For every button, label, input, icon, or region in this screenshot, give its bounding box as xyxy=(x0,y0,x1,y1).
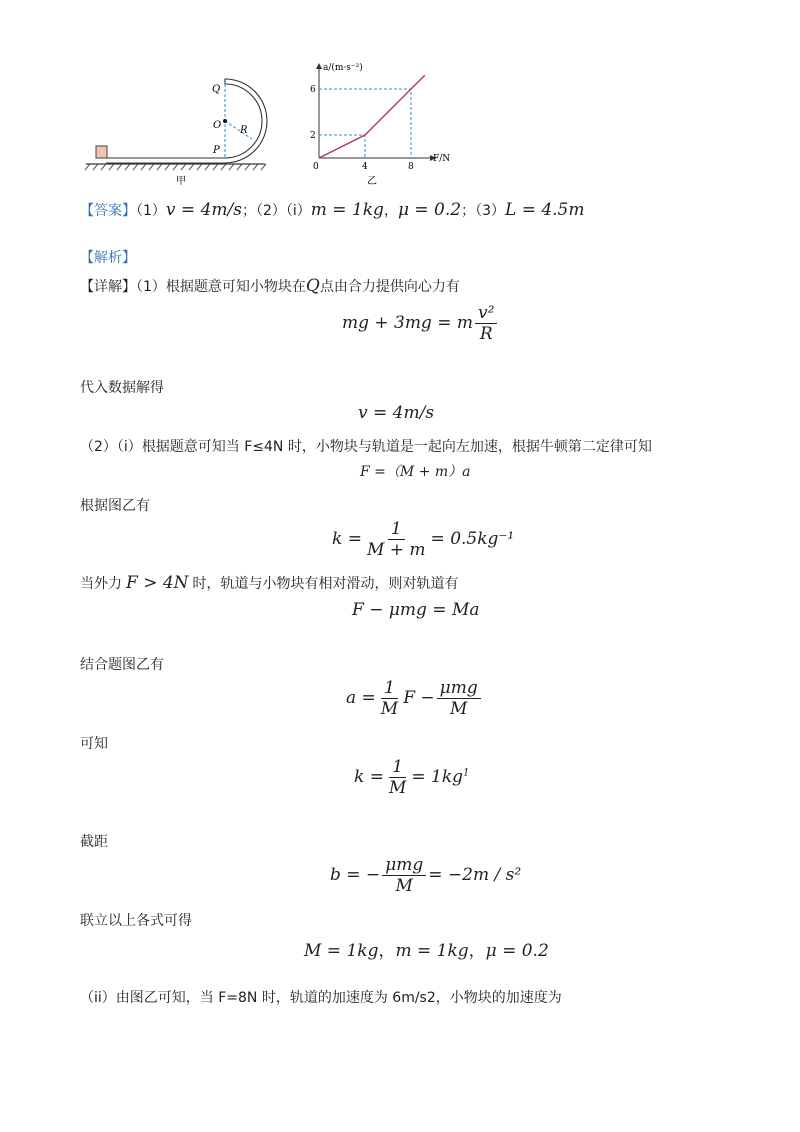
eq-k2-sup: 1 xyxy=(463,767,470,779)
x-axis-label: F/N xyxy=(433,154,451,164)
series-line xyxy=(319,75,425,158)
eq-final-e2: m = 1kg xyxy=(395,941,469,961)
eq-k2-right: = 1kg xyxy=(411,767,464,787)
detail-q: Q xyxy=(305,276,320,296)
eq-a-den2: M xyxy=(449,699,468,719)
eq-b-left: b = − xyxy=(330,865,381,885)
equation-track: F − μmg = Ma xyxy=(352,600,480,620)
text-force-b: 时，轨道与小物块有相对滑动，则对轨道有 xyxy=(192,576,459,592)
eq-a-num1: 1 xyxy=(381,678,398,699)
caption-jia: 甲 xyxy=(176,176,186,186)
answer-line xyxy=(80,200,585,221)
equation-b xyxy=(330,855,521,896)
answer-eq2: m = 1kg xyxy=(310,200,384,220)
label-o: O xyxy=(213,120,222,131)
chart-ticks xyxy=(310,85,414,172)
text-know: 可知 xyxy=(80,736,108,752)
center-dot xyxy=(223,119,227,123)
eq-centripetal-left: mg + 3mg = m xyxy=(342,313,474,333)
detail-text-a: （1）根据题意可知小物块在 xyxy=(136,279,306,295)
equation-v: v = 4m/s xyxy=(358,403,435,423)
eq-a-left: a = xyxy=(346,688,376,708)
equation-newton: F =（M + m）a xyxy=(360,464,471,480)
text-substitute: 代入数据解得 xyxy=(80,380,164,396)
eq-k2-left: k = xyxy=(354,767,384,787)
eq-final-e3: μ = 0.2 xyxy=(485,941,549,961)
answer-comma1: ， xyxy=(383,203,398,219)
eq-centripetal-num: v² xyxy=(475,303,497,324)
label-q: Q xyxy=(212,84,221,95)
eq-k1-right: = 0.5kg⁻¹ xyxy=(430,529,515,549)
y-axis-label: a/(m·s⁻²) xyxy=(323,63,363,73)
y-tick-6: 6 xyxy=(310,85,316,95)
x-tick-4: 4 xyxy=(362,162,368,172)
answer-p1: （1） xyxy=(136,203,166,219)
label-r: R xyxy=(240,125,248,136)
x-tick-8: 8 xyxy=(408,162,414,172)
text-force-a: 当外力 xyxy=(80,576,122,592)
equation-centripetal xyxy=(342,303,499,344)
answer-eq1: v = 4m/s xyxy=(165,200,242,220)
text-intercept: 截距 xyxy=(80,834,108,850)
answer-sep1: ；（2）（i） xyxy=(241,203,311,219)
eq-final-c2: ， xyxy=(468,941,486,961)
eq-final-c1: ， xyxy=(378,941,396,961)
eq-final-e1: M = 1kg xyxy=(304,941,379,961)
analysis-tag: 【解析】 xyxy=(80,250,136,266)
eq-k1-left: k = xyxy=(332,529,362,549)
equation-final xyxy=(304,936,549,961)
x-tick-0: 0 xyxy=(313,162,319,172)
text-combine: 结合题图乙有 xyxy=(80,657,164,673)
answer-eq3: μ = 0.2 xyxy=(397,200,462,220)
text-part2: （2）（i）根据题意可知当 F≤4N 时，小物块与轨道是一起向左加速，根据牛顿第二定律可知 xyxy=(80,439,652,455)
eq-k2-den: M xyxy=(388,778,407,798)
detail-text-b: 点由合力提供向心力有 xyxy=(319,279,460,295)
text-joint: 联立以上各式可得 xyxy=(80,913,192,929)
text-graph: 根据图乙有 xyxy=(80,498,150,514)
answer-tag: 【答案】 xyxy=(80,203,136,219)
label-p: P xyxy=(213,145,220,156)
eq-a-mid: F − xyxy=(403,688,435,708)
eq-k2-num: 1 xyxy=(389,757,406,778)
eq-b-den: M xyxy=(395,876,413,896)
text-part-ii: （ii）由图乙可知，当 F=8N 时，轨道的加速度为 6m/s2，小物块的加速度为 xyxy=(80,990,562,1006)
eq-k1-num: 1 xyxy=(388,519,405,540)
block xyxy=(96,146,107,158)
eq-a-num2: μmg xyxy=(437,678,481,699)
answer-eq4: L = 4.5m xyxy=(505,200,585,220)
radius-dashed xyxy=(225,121,252,139)
equation-k2 xyxy=(354,757,469,798)
ground-hatch xyxy=(85,164,266,170)
y-tick-2: 2 xyxy=(310,131,316,141)
detail-tag: 【详解】 xyxy=(80,279,136,295)
chart-yi xyxy=(305,58,475,188)
text-force-line xyxy=(80,573,459,594)
eq-b-right: = −2m / s² xyxy=(428,865,522,885)
text-force-eq: F > 4N xyxy=(126,573,189,593)
eq-a-den1: M xyxy=(380,699,399,719)
eq-centripetal-den: R xyxy=(479,324,493,344)
guide-line-2 xyxy=(319,89,411,158)
caption-yi: 乙 xyxy=(367,176,377,187)
equation-a xyxy=(346,678,483,719)
answer-sep2: ；（3） xyxy=(461,203,505,219)
equation-k1 xyxy=(332,519,514,560)
chart-guides xyxy=(319,89,411,158)
figure-jia xyxy=(80,76,280,186)
track xyxy=(106,79,267,163)
eq-b-num: μmg xyxy=(382,855,426,876)
detail-line xyxy=(80,276,460,297)
eq-k1-den: M + m xyxy=(366,540,426,560)
